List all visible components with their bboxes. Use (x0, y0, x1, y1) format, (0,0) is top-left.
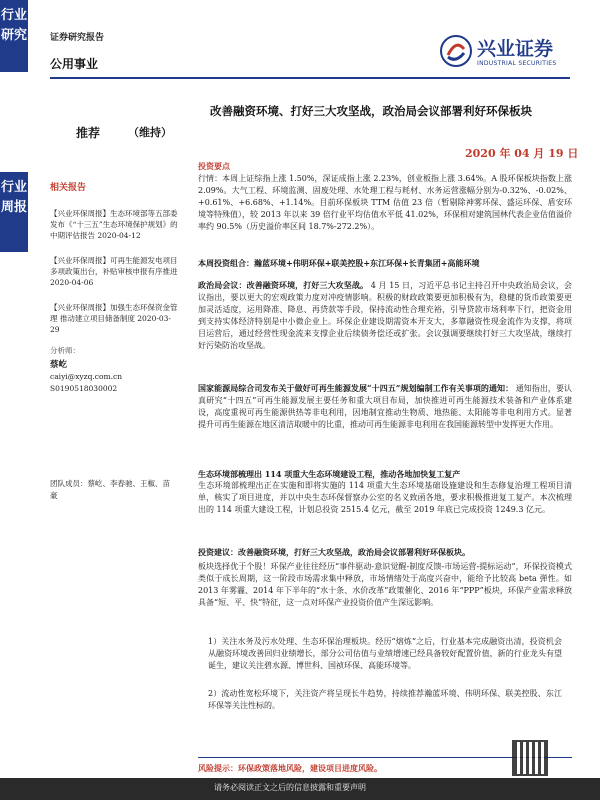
report-kind: 证券研究报告 (50, 33, 105, 43)
analyst-label: 分析师： (50, 346, 80, 355)
related-reports-list (50, 208, 180, 349)
header-divider (50, 77, 570, 79)
eco-text: 生态环境部梳理出正在实施和即将实施的 114 项重大生态环境基础设施建设和生态修复治理工程项目清单，核实了项目进度，并以中央生态环保督察办公室的名义致函各地，要求积极推进复工复产。本次梳理出的 114 项重大建设工程，计划总投资 2515.4 亿元，截至 2019 年底已完成投资 1249.3 亿元。 (198, 481, 572, 514)
side-tab-research: 行业研究 (0, 0, 28, 72)
logo-text-cn: 兴业证券 (477, 38, 554, 60)
report-title: 改善融资环境、打好三大攻坚战，政治局会议部署利好环保板块 (210, 104, 532, 118)
advice-heading: 投资建议：改善融资环境，打好三大攻坚战，政治局会议部署利好环保板块。 (198, 547, 470, 557)
advice-paragraph (198, 546, 572, 609)
footer-disclaimer: 请务必阅读正文之后的信息披露和重要声明 (214, 783, 366, 792)
report-sector: 公用事业 (50, 57, 99, 71)
eco-heading: 生态环境部梳理出 114 项重大生态环境建设工程，推动各地加快复工复产 (198, 469, 461, 479)
qr-code-icon (512, 740, 548, 776)
risk-warning: 风险提示：环保政策落地风险，建设项目进度风险。 (198, 763, 382, 773)
politburo-lead: 政治局会议：改善融资环境，打好三大攻坚战。 (198, 280, 369, 290)
related-report-item[interactable]: 【兴业环保周报】加强生态环保资金管理 推动建立项目储备制度 2020-03-29 (50, 303, 178, 334)
report-date: 2020 年 04 月 19 日 (465, 147, 579, 160)
rating-maintain: （维持） (128, 126, 172, 139)
eco-paragraph (198, 468, 572, 516)
advice-text: 板块选择优于个股！环保产业往往经历“事件驱动-意识觉醒-制度反馈-市场运营-提标运动”，环保投资模式类似于成长周期，这一阶段市场需求集中释放，市场情绪处于高度兴奋中，能给予比较高 beta 弹性。如 2013 年雾霾、2014 年下半年的“水十条、水价改革”政策催化、2016 年“PPP”板块，环保产业需求释放具备“短、平、快”特征，这一点对环保产业投资价值产生深远影响。 (198, 562, 572, 607)
analyst-email[interactable]: caiyi@xyzq.com.cn (50, 372, 123, 381)
key-points-label: 投资要点 (198, 161, 230, 171)
analyst-name: 蔡屹 (50, 360, 68, 370)
nea-heading: 国家能源局综合司发布关于做好可再生能源发展“十四五”规划编制工作有关事项的通知： (198, 383, 514, 393)
analyst-cert: S0190518030002 (50, 384, 118, 393)
side-tab-weekly: 行业周报 (0, 172, 28, 252)
advice-point-1: 1）关注水务及污水处理、生态环保治理板块。经历“熔炼”之后，行业基本完成融资出清，投资机会从融资环境改善回归业绩增长，部分公司估值与业绩增速已经具备较好配置价值，新的行业龙头有望诞生，建议关注碧水源、博世科、国祯环保、高能环境等。 (208, 637, 562, 670)
market-text: 行情：本周上证综指上涨 1.50%，深证成指上涨 2.23%，创业板指上涨 3.64%。A 股环保板块指数上涨 2.09%。大气工程、环境监测、固废处理、水处理工程与耗材、水务运营涨幅分别为-0.32%、-0.02%、+0.61%、+6.68%、+1.14%。目前环保板块 TTM 估值 23 倍（暂剔除神雾环保、盛运环保、盾安环境等特殊值），较 2013 年以来 39 倍行业平均估值水平低 41.02%，环保相对建筑国林代表企业估值溢价率约 90.5%（历史溢价率区间 18.7%-272.2%）。 (198, 174, 572, 231)
team-members: 团队成员：蔡屹、李春驰、王椒、苗豪 (50, 479, 170, 500)
nea-paragraph (198, 382, 572, 431)
company-logo (440, 33, 570, 73)
advice-point-2: 2）流动性宽松环境下，关注资产将呈现长牛趋势，持续推荐瀚蓝环境、伟明环保、联美控股、东江环保等关注性标的。 (208, 689, 562, 710)
politburo-text: 4 月 15 日，习近平总书记主持召开中央政治局会议，会议指出，要以更大的宏观政策力度对冲疫情影响。积极的财政政策要更加积极有为，稳健的货币政策要更加灵活适度，运用降准、降息、再贷款等手段，保持流动性合理充裕，引导贷款市场利率下行，把资金用到支持实体经济特别是中小微企业上。环保企业建设期需资本开支大，多靠融资性现金流作为支撑，将项目运营后，通过经营性现金流来支撑企业后续债务偿还或扩张。会议强调要继续打好三大攻坚战，继续打好污染防治攻坚战。 (198, 281, 573, 350)
market-paragraph (198, 173, 572, 233)
analyst-block (50, 345, 180, 395)
logo-mark-icon (440, 35, 472, 67)
logo-text-en: INDUSTRIAL SECURITIES (477, 60, 557, 67)
politburo-paragraph (198, 279, 572, 352)
related-report-item[interactable]: 【兴业环保周报】可再生能源发电项目多项政策出台，补贴审核申报有序推进 2020-04-06 (50, 256, 178, 287)
rating: 推荐 (76, 126, 101, 140)
related-report-item[interactable]: 【兴业环保周报】生态环境部等五部委发布《“十三五”生态环境保护规划》的中期评估报告 2020-04-12 (50, 209, 178, 240)
related-reports-title: 相关报告 (50, 183, 87, 193)
nea-text: 通知指出，要认真研究“十四五”可再生能源发展主要任务和重大项目布局，加快推进可再生能源技术装备和产业体系建设，高度重视可再生能源供热等非电利用，因地制宜推动生物质、地热能、太阳能等非电利用方式。显著提升可再生能源在地区清洁取暖中的比重，推动可再生能源非电利用在我国能源转型中发挥更大作用。 (198, 384, 573, 429)
portfolio-line: 本周投资组合：瀚蓝环境+伟明环保+联美控股+东江环保+长青集团+高能环境 (198, 258, 480, 268)
